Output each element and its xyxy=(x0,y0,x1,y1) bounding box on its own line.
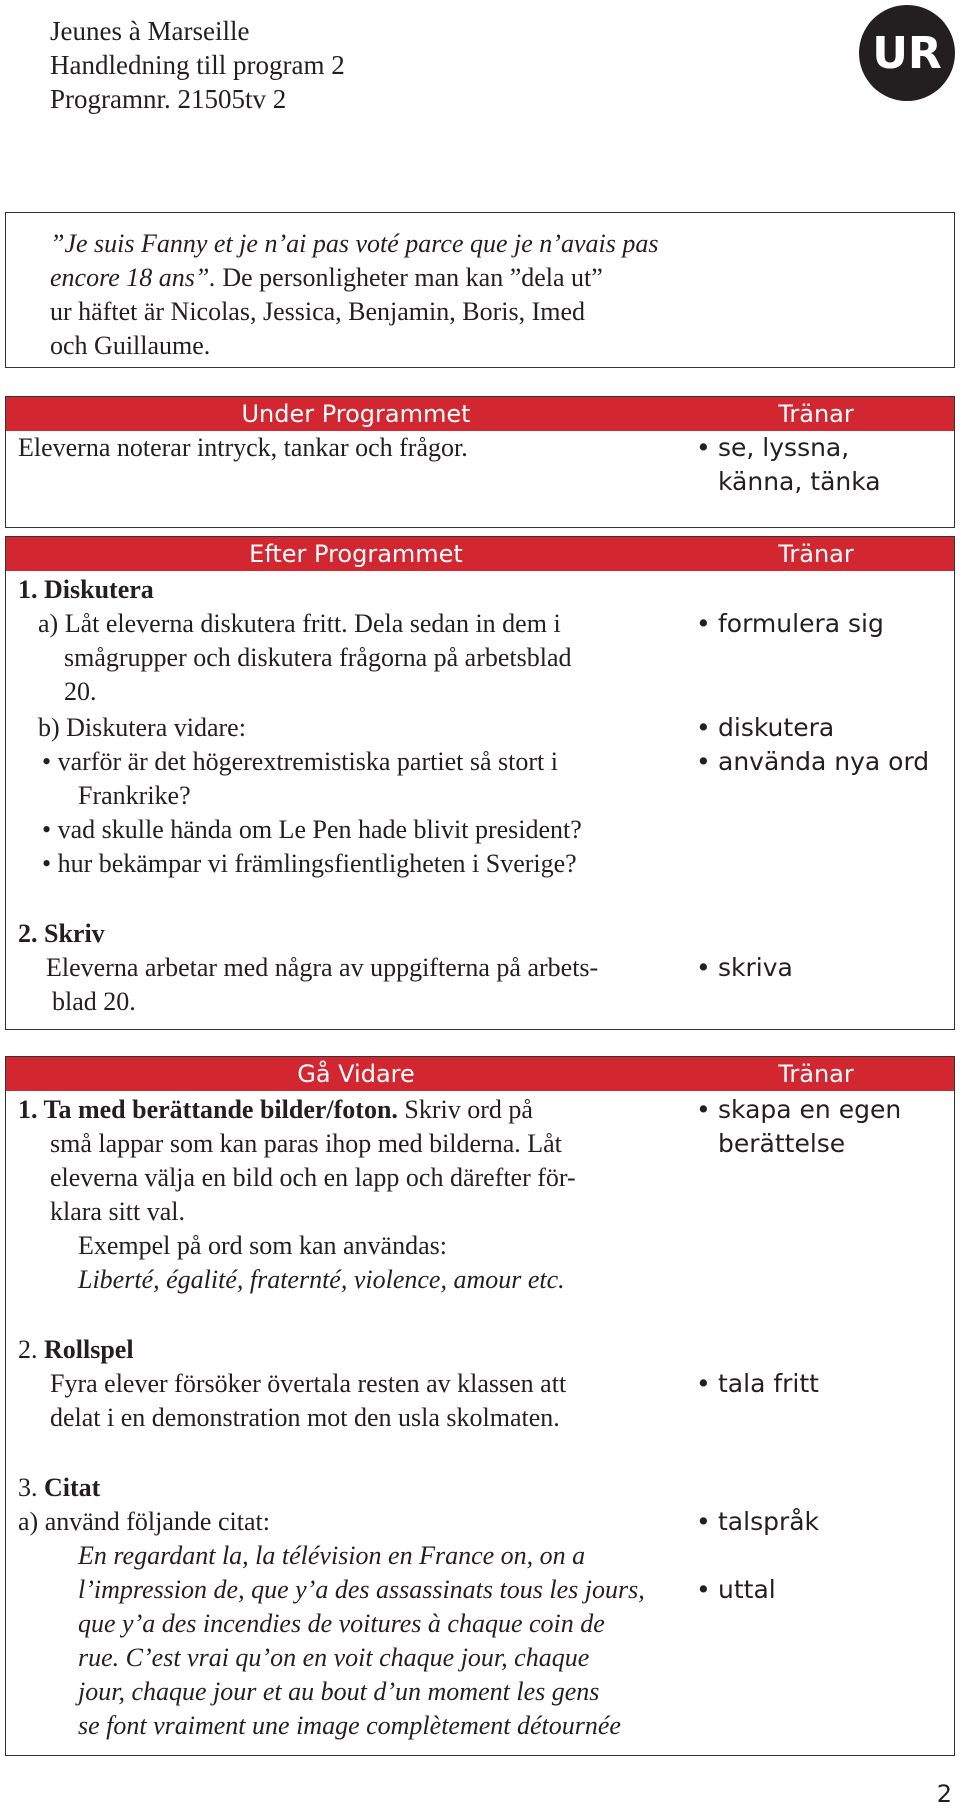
ga-vidare-header xyxy=(6,1057,954,1091)
ur-logo xyxy=(858,4,956,102)
question-2: • vad skulle hända om Le Pen hade blivit president? xyxy=(42,815,582,844)
quote-line: En regardant la, la télévision en France on, on a xyxy=(78,1541,586,1570)
under-programmet-box: Under Programmet Tränar Eleverna noterar intryck, tankar och frågor. • se, lyssna, känna, tänka xyxy=(5,396,955,528)
logo-text: UR xyxy=(872,28,942,79)
heading-citat: 3. Citat xyxy=(18,1473,101,1502)
intro-line-2 xyxy=(50,261,603,295)
item-a-line-2: smågrupper och diskutera frågorna på arbetsblad xyxy=(64,643,572,672)
quote-line: rue. C’est vrai qu’on en voit chaque jour, chaque xyxy=(78,1643,590,1672)
heading-rollspel: 2. Rollspel xyxy=(18,1335,134,1364)
question-3: • hur bekämpar vi främlingsfientligheten i Sverige? xyxy=(42,849,577,878)
section-title: Under Programmet xyxy=(241,400,471,428)
heading-skriv: 2. Skriv xyxy=(18,919,105,948)
rollspel-line-2: delat i en demonstration mot den usla skolmaten. xyxy=(50,1403,560,1432)
example-intro: Exempel på ord som kan användas: xyxy=(78,1231,447,1260)
document-header xyxy=(50,14,345,116)
quote-line: jour, chaque jour et au bout d’un moment les gens xyxy=(78,1677,600,1706)
tranar-heading: Tränar xyxy=(778,540,854,568)
section-title: Efter Programmet xyxy=(249,540,463,568)
quote-line: l’impression de, que y’a des assassinats tous les jours, xyxy=(78,1575,645,1604)
ga-vidare-box: Gå Vidare Tränar 1. Ta med berättande bilder/foton. Skriv ord på små lappar som kan paras ihop med bilderna. Låt eleverna välja en bild och en lapp och därefter för- klara sitt val. Exempel på ord som kan användas: Liberté, égalité, fraternté, violence, amour etc. 2. Rollspel Fyra elever försöker övertala resten av klassen att delat i en demonstration mot den usla skolmaten. 3. Citat a) använd följande citat: En regardant la, la télévision en France on, on a l’impression de, que y’a des assassinats tous les jours, que y’a des incendies de voitures à chaque coin de rue. C’est vrai qu’on en voit chaque jour, chaque jour, chaque jour et au bout d’un moment les gens se font vraiment une image complètement détournée • skapa en egen berättelse • tala fritt • talspråk • uttal xyxy=(5,1056,955,1756)
citat-instruction: a) använd följande citat: xyxy=(18,1507,270,1536)
bilder-line-2: små lappar som kan paras ihop med bilderna. Låt xyxy=(50,1129,562,1158)
bilder-line-1: 1. Ta med berättande bilder/foton. Skriv ord på xyxy=(18,1095,533,1124)
item-b: b) Diskutera vidare: xyxy=(38,713,246,742)
under-text: Eleverna noterar intryck, tankar och frågor. xyxy=(18,433,468,462)
example-words: Liberté, égalité, fraternté, violence, amour etc. xyxy=(78,1265,565,1294)
question-1-continued: Frankrike? xyxy=(78,781,191,810)
bilder-line-4: klara sitt val. xyxy=(50,1197,186,1226)
efter-programmet-header xyxy=(6,537,954,571)
header-program-number: Programnr. 21505tv 2 xyxy=(50,84,287,114)
item-a-line-1: a) Låt eleverna diskutera fritt. Dela sedan in dem i xyxy=(38,609,561,638)
header-title: Jeunes à Marseille xyxy=(50,16,250,46)
efter-programmet-box: Efter Programmet Tränar 1. Diskutera a) Låt eleverna diskutera fritt. Dela sedan in dem i smågrupper och diskutera frågorna på arbetsblad 20. b) Diskutera vidare: • varför är det högerextremistiska partiet så stort i Frankrike? • vad skulle hända om Le Pen hade blivit president? • hur bekämpar vi främlingsfientligheten i Sverige? 2. Skriv Eleverna arbetar med några av uppgifterna på arbets- blad 20. • formulera sig • diskutera • använda nya ord • skriva xyxy=(5,536,955,1030)
skill-item-continued: känna, tänka xyxy=(718,467,881,496)
skriv-line-1: Eleverna arbetar med några av uppgifterna på arbets- xyxy=(46,953,599,982)
under-programmet-header xyxy=(6,397,954,431)
header-subtitle: Handledning till program 2 xyxy=(50,50,345,80)
intro-line-2-rest: De personligheter man kan ”dela ut” xyxy=(215,263,603,292)
bilder-line-3: eleverna välja en bild och en lapp och därefter för- xyxy=(50,1163,576,1192)
intro-quote-end: encore 18 ans”. xyxy=(50,263,216,292)
section-title: Gå Vidare xyxy=(297,1060,415,1088)
tranar-heading: Tränar xyxy=(778,400,854,428)
page-number: 2 xyxy=(936,1780,952,1808)
intro-line-3: ur häftet är Nicolas, Jessica, Benjamin, Boris, Imed xyxy=(50,297,586,326)
rollspel-line-1: Fyra elever försöker övertala resten av klassen att xyxy=(50,1369,567,1398)
intro-box xyxy=(5,212,955,368)
quote-line: se font vraiment une image complètement détournée xyxy=(78,1711,621,1740)
heading-diskutera: 1. Diskutera xyxy=(18,575,154,604)
question-1: • varför är det högerextremistiska partiet så stort i xyxy=(42,747,558,776)
item-a-line-3: 20. xyxy=(64,677,97,706)
skill-item-continued: berättelse xyxy=(718,1129,846,1158)
skriv-line-2: blad 20. xyxy=(52,987,136,1016)
tranar-heading: Tränar xyxy=(778,1060,854,1088)
intro-line-1: ”Je suis Fanny et je n’ai pas voté parce que je n’avais pas xyxy=(50,229,659,258)
quote-line: que y’a des incendies de voitures à chaque coin de xyxy=(78,1609,605,1638)
intro-line-4: och Guillaume. xyxy=(50,331,211,360)
